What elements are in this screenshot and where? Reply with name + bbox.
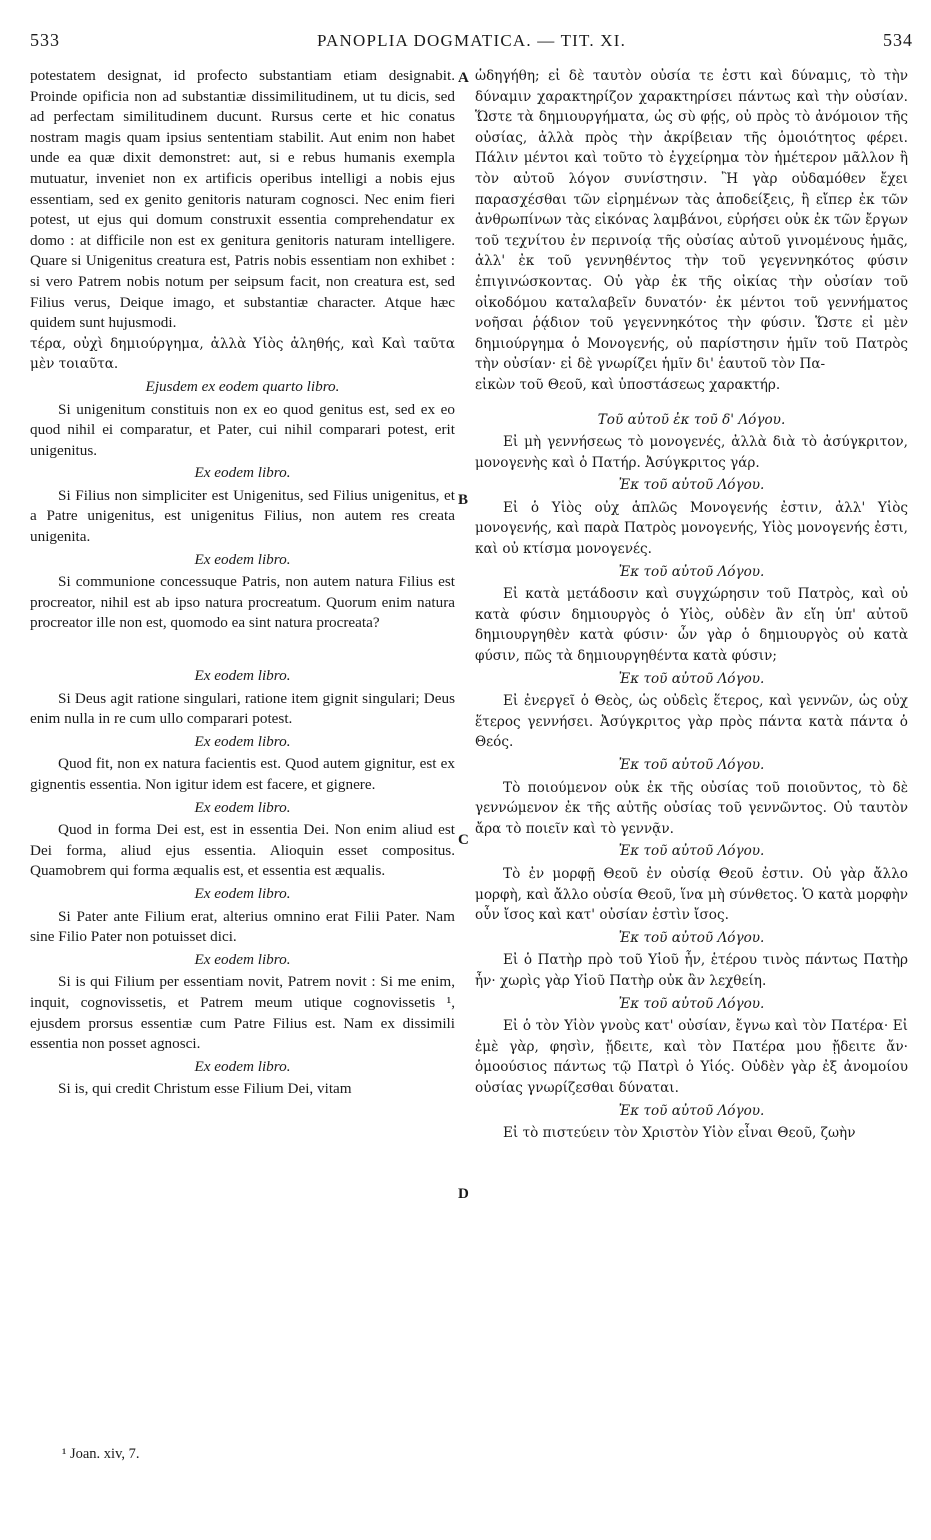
section-heading: Ex eodem libro. — [194, 1057, 291, 1075]
greek-paragraph: Εἰ μὴ γεννήσεως τὸ μονογενές, ἀλλὰ διὰ τὸ ἀσύγκριτον, μονογενὴς καὶ ὁ Πατήρ. Ἀσύγκριτος γάρ. — [475, 434, 908, 471]
section-heading: Ex eodem libro. — [194, 884, 291, 902]
section-heading: Ex eodem libro. — [194, 732, 291, 750]
latin-paragraph: Si Filius non simpliciter est Unigenitus, sed Filius unigenitus, et a Patre unigenitus, est unigenitus Filius, non autem res creata unigenita. — [30, 486, 455, 546]
latin-paragraph: Quod in forma Dei est, est in essentia Dei. Non enim aliud est Dei forma, aliud ejus essentia. Alioquin esset compositus. Quamobrem qui forma æqualis est, et essentia est æqualis. — [30, 821, 455, 880]
section-heading: Ἐκ τοῦ αὐτοῦ Λόγου. — [618, 477, 765, 494]
section-heading: Ex eodem libro. — [194, 950, 291, 968]
footnote: ¹ Joan. xiv, 7. — [62, 1446, 140, 1462]
section-heading: Ἐκ τοῦ αὐτοῦ Λόγου. — [618, 563, 765, 580]
latin-paragraph: Quod fit, non ex natura facientis est. Quod autem gignitur, est ex gignentis essentia. Non igitur idem est facere, et gignere. — [30, 755, 455, 793]
greek-paragraph: Εἰ κατὰ μετάδοσιν καὶ συγχώρησιν τοῦ Πατρὸς, καὶ οὐ κατὰ φύσιν δημιουργὸς ὁ Υἱὸς, οὐδὲν ἂν εἴη ὑπ' αὐτοῦ δημιουργηθὲν κατὰ φύσιν· ὧν γὰρ ὁ δημιουργὸς οὐ κατὰ φύσιν, πῶς τὰ δημιουργηθέντα κατὰ φύσιν; — [475, 586, 908, 665]
latin-paragraph: Si unigenitum constituis non ex eo quod genitus est, sed ex eo quod nihil ei comparatur, et Pater, cui nihil comparari potest, erit unigenitus. — [30, 400, 455, 459]
latin-paragraph: Si is, qui credit Christum esse Filium Dei, vitam — [58, 1080, 352, 1098]
greek-paragraph: εἰκὼν τοῦ Θεοῦ, καὶ ὑποστάσεως χαρακτήρ. — [475, 376, 781, 393]
greek-paragraph: Εἰ τὸ πιστεύειν τὸν Χριστὸν Υἱὸν εἶναι Θεοῦ, ζωὴν — [503, 1125, 856, 1142]
latin-column — [30, 66, 455, 1100]
latin-paragraph: Si Pater ante Filium erat, alterius omnino erat Filii Pater. Nam sine Filio Pater non potuisset dici. — [30, 907, 455, 946]
section-heading: Τοῦ αὐτοῦ ἐκ τοῦ δ' Λόγου. — [597, 411, 786, 428]
greek-paragraph: ὡδηγήθη; εἰ δὲ ταυτὸν οὐσία τε ἐστι καὶ δύναμις, τὸ τὴν δύναμιν χαρακτηρίζον χαρακτηρίσει πάντως καὶ τὴν οὐσίαν. Ὥστε τὰ δημιουργήματα, ὡς σὺ φῄς, οὐ πρὸς τὸ ἀνόμοιον τῆς οὐσίας, ἀλλὰ πρὸς τὴν ἀκρίβειαν τῆς ὁμοιότητος φέρει. Πάλιν μέντοι καὶ τοῦτο τὸ ἐγχείρημα τὸν ἡμέτερον μᾶλλον ἢ τὸν αὐτοῦ λόγον συνίστησιν. Ἢ γὰρ οὐδαμόθεν ἔχει παρασχέσθαι τῶν εἰρημένων τὰς ἀποδείξεις, ἢ εἴπερ ἐκ τῶν ἀνθρωπίνων τὰς εἰκόνας λαμβάνοι, εὑρήσει οὐκ ἐκ τῶν ἔργων τοῦ τεχνίτου ἐν περινοίᾳ τῆς οὐσίας αὐτοῦ γινομένους ἡμᾶς, ἀλλ' ἐκ τοῦ γεννηθέντος τὴν τοῦ γεγεννηκότος φύσιν ἐπιγινώσκοντας. Οὐ γὰρ ἐκ τῆς οἰκίας τὴν οὐσίαν τοῦ οἰκοδόμου καταλαβεῖν δυνατόν· ἐκ μέντοι τοῦ γεννήματος νοῆσαι ῥᾴδιον τοῦ γεγεννηκότος τὴν φύσιν. Ὥστε εἰ μὲν δημιούργημα ὁ Μονογενής, οὐ παρίστησιν ἡμῖν τοῦ Πατρὸς τὴν οὐσίαν· εἰ δὲ γνωρίζει ἡμῖν δι' ἑαυτοῦ τὸν Πα- — [475, 68, 908, 373]
latin-paragraph: potestatem designat, id profecto substantiam etiam designabit. Proinde opificia non ad substantiæ dissimilitudinem, ut tu dicis, sed ad perfectam similitudinem ducunt. Rursus certe et hic conatus nostram magis quam ipsius sententiam stabilit. Aut enim non habet unde ea quæ dixit demonstret: aut, si e rebus humanis exempla mutuatur, inveniet non ex artificis operibus intelligi a nobis ejus essentiam, sed ex genito genitoris naturam cognosci. Nec enim fieri potest, ut ejus qui domum construxit essentia comprehendatur ex domo : at difficile non est ex genitura genitoris naturam intelligere. Quare si Unigenitus creatura est, Patris nobis essentiam non exhibet : si vero Patrem nobis notum per seipsum facit, non creatura est, sed Filius verus, Deique imago, et substantiæ character. Atque hæc quidem sunt hujusmodi. — [30, 67, 455, 332]
section-heading: Ex eodem libro. — [194, 667, 291, 685]
greek-paragraph: Εἰ ἐνεργεῖ ὁ Θεὸς, ὡς οὐδεὶς ἕτερος, καὶ γεννῶν, ὡς οὐχ ἕτερος γεννήσει. Ἀσύγκριτος γὰρ πρὸς πάντα κατὰ πάντα ὁ Θεός. — [475, 693, 908, 751]
greek-paragraph: Εἰ ὁ Πατὴρ πρὸ τοῦ Υἱοῦ ἦν, ἑτέρου τινὸς πάντως Πατὴρ ἦν· χωρὶς γὰρ Υἱοῦ Πατὴρ οὐκ ἂν λεχθείη. — [475, 952, 908, 989]
section-heading: Ἐκ τοῦ αὐτοῦ Λόγου. — [618, 843, 765, 860]
latin-greek-tail: τέρα, οὐχὶ δημιούργημα, ἀλλὰ Υἱὸς ἀληθής, καὶ Καὶ ταῦτα μὲν τοιαῦτα. — [30, 335, 455, 373]
greek-column — [475, 66, 908, 1144]
running-header — [30, 30, 913, 60]
section-heading: Ἐκ τοῦ αὐτοῦ Λόγου. — [618, 670, 765, 687]
greek-paragraph: Τὸ ποιούμενον οὐκ ἐκ τῆς οὐσίας τοῦ ποιοῦντος, τὸ δὲ γεννώμενον ἐκ τῆς αὐτῆς οὐσίας τοῦ γεννῶντος. Οὐ ταυτὸν ἄρα τὸ ποιεῖν καὶ τὸ γεννᾷν. — [475, 779, 908, 837]
margin-marker-a: A — [458, 70, 469, 86]
section-heading: Ex eodem libro. — [194, 550, 291, 568]
running-title: PANOPLIA DOGMATICA. — TIT. XI. — [316, 31, 627, 50]
section-heading: Ἐκ τοῦ αὐτοῦ Λόγου. — [618, 929, 765, 946]
section-heading: Ἐκ τοῦ αὐτοῦ Λόγου. — [618, 757, 765, 773]
section-heading: Ejusdem ex eodem quarto libro. — [145, 377, 340, 395]
latin-paragraph: Si is qui Filium per essentiam novit, Patrem novit : Si me enim, inquit, cognovissetis, et Patrem meum utique cognovissetis ¹, ejusdem prorsus essentiæ cum Patre Filius est. Nam ex dissimili essentia non posset agnosci. — [30, 973, 455, 1053]
latin-paragraph: Si communione concessuque Patris, non autem natura Filius est procreator, nihil est ab ipso natura procreatum. Quorum enim natura procreator ille non est, quomodo ea sint natura procreata? — [30, 573, 455, 632]
margin-marker-d: D — [458, 1186, 469, 1202]
section-heading: Ἐκ τοῦ αὐτοῦ Λόγου. — [618, 995, 765, 1012]
latin-paragraph: Si Deus agit ratione singulari, ratione item gignit singulari; Deus enim nulla in re cum ullo comparari potest. — [30, 689, 455, 728]
greek-paragraph: Εἰ ὁ τὸν Υἱὸν γνοὺς κατ' οὐσίαν, ἔγνω καὶ τὸν Πατέρα· Εἰ ἐμὲ γὰρ, φησὶν, ᾔδειτε, καὶ τὸν Πατέρα μου ᾔδειτε ἄν· ὁμοούσιος πάντως τῷ Πατρὶ ὁ Υἱός. Οὐδὲν γὰρ ἐξ ἀνομοίου οὐσίας γνωρίζεσθαι δύναται. — [475, 1018, 908, 1096]
page-number-right: 534 — [883, 30, 913, 50]
section-heading: Ex eodem libro. — [194, 798, 291, 816]
page-number-left: 533 — [30, 30, 60, 50]
margin-marker-c: C — [458, 832, 469, 848]
greek-paragraph: Εἰ ὁ Υἱὸς οὐχ ἁπλῶς Μονογενής ἐστιν, ἀλλ' Υἱὸς μονογενής, καὶ παρὰ Πατρὸς μονογενής, Υἱὸς μονογενής ἐστι, καὶ οὐ κτίσμα μονογενές. — [475, 499, 908, 558]
section-heading: Ex eodem libro. — [194, 464, 291, 482]
margin-marker-b: B — [458, 492, 469, 508]
greek-paragraph: Τὸ ἐν μορφῇ Θεοῦ ἐν οὐσίᾳ Θεοῦ ἐστιν. Οὐ γὰρ ἄλλο μορφὴ, καὶ ἄλλο οὐσία Θεοῦ, ἵνα μὴ σύνθετος. Ὁ κατὰ μορφὴν οὖν ἴσος καὶ κατ' οὐσίαν ἐστὶν ἴσος. — [475, 865, 908, 924]
section-heading: Ἐκ τοῦ αὐτοῦ Λόγου. — [618, 1102, 765, 1119]
